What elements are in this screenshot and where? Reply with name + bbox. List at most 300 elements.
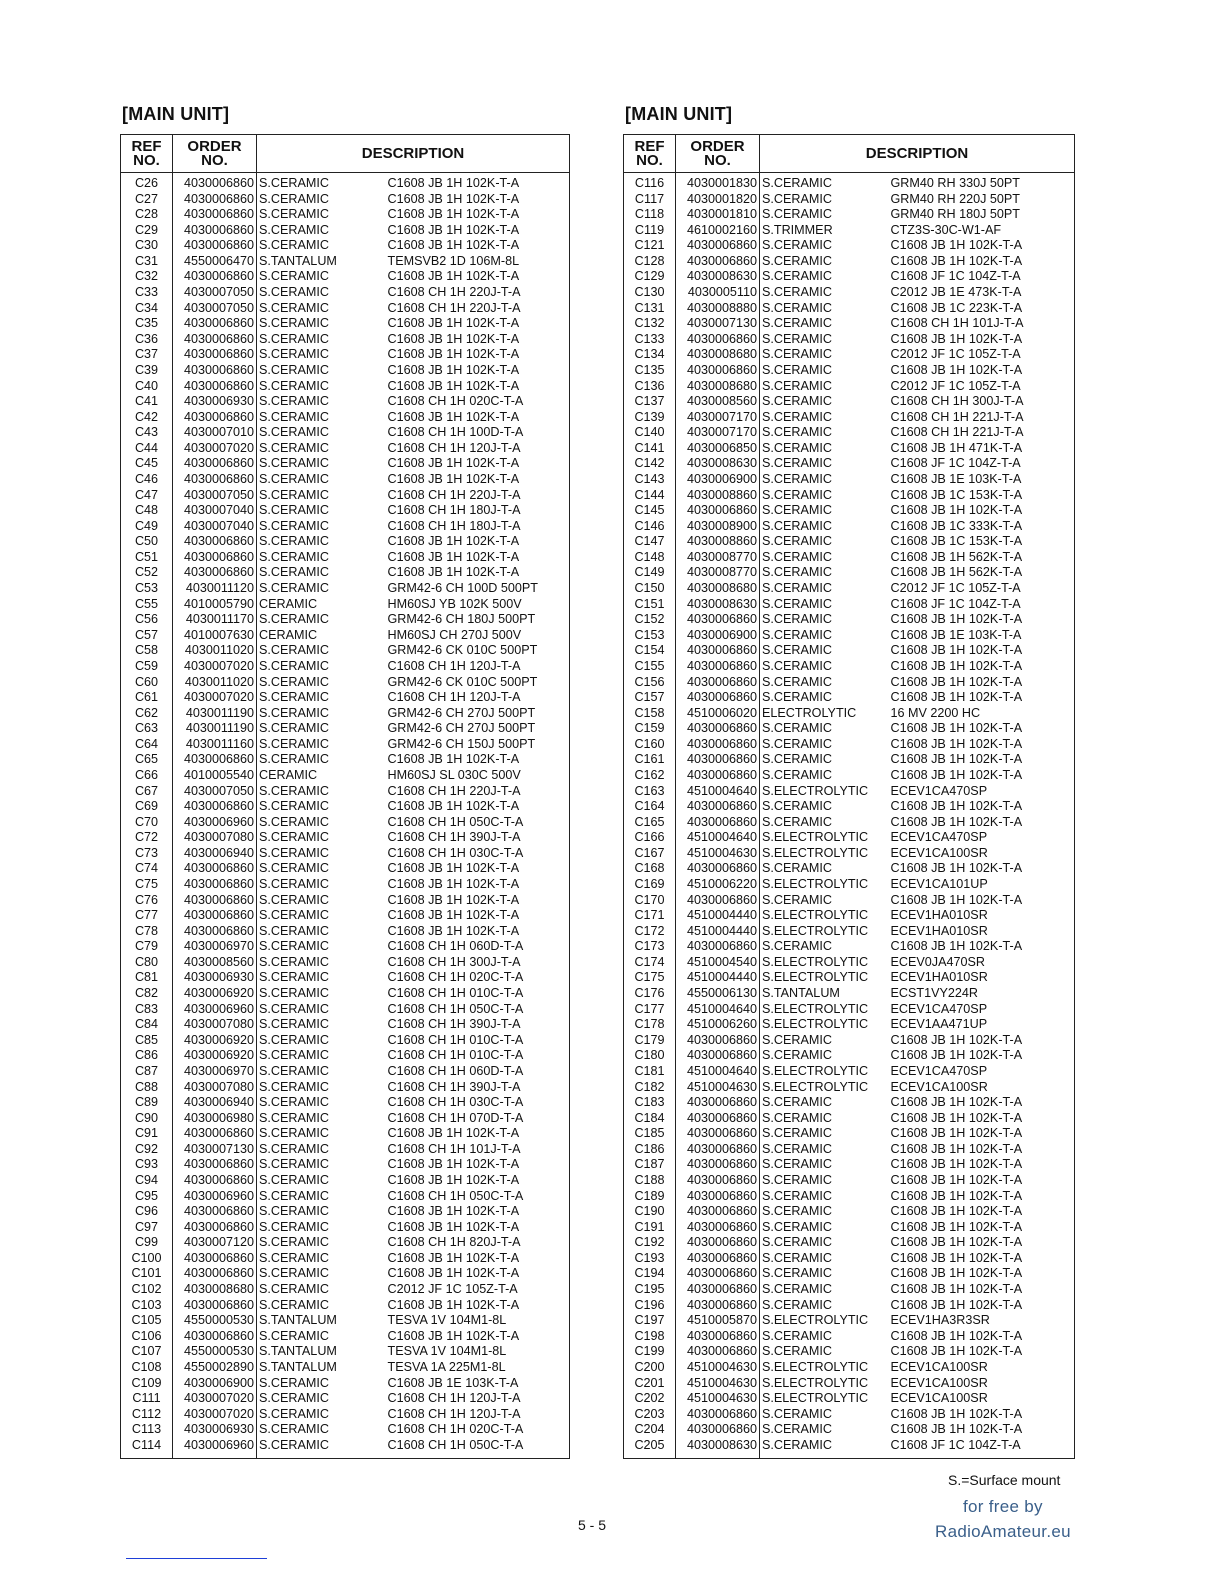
order-no-cell: 4030006860 (676, 1329, 760, 1345)
table-row (121, 675, 570, 691)
table-row (624, 1033, 1075, 1049)
table-row (624, 1017, 1075, 1033)
table-row (121, 1080, 570, 1096)
part-spec-cell: HM60SJ YB 102K 500V (387, 596, 522, 611)
order-no-cell: 4030006860 (676, 768, 760, 784)
part-spec-cell: C1608 JB 1H 102K-T-A (387, 1219, 520, 1234)
part-type-cell: S.CERAMIC (259, 285, 329, 300)
order-no-cell: 4510006220 (676, 877, 760, 893)
part-type-cell: S.CERAMIC (259, 1406, 329, 1421)
ref-no-cell: C200 (624, 1360, 676, 1376)
order-no-cell: 4030006860 (676, 1111, 760, 1127)
part-type-cell: S.CERAMIC (762, 1235, 832, 1250)
table-row (121, 1111, 570, 1127)
part-type-cell: S.CERAMIC (259, 534, 329, 549)
order-no-cell: 4030006850 (676, 441, 760, 457)
table-row (121, 425, 570, 441)
order-no-cell: 4030006860 (173, 332, 257, 348)
part-spec-cell: GRM40 RH 180J 50PT (890, 207, 1020, 222)
part-spec-cell: C1608 JB 1H 102K-T-A (890, 1157, 1023, 1172)
part-spec-cell: C1608 JB 1H 102K-T-A (387, 378, 520, 393)
part-spec-cell: C1608 CH 1H 100D-T-A (387, 425, 524, 440)
part-type-cell: S.CERAMIC (762, 331, 832, 346)
table-row (121, 877, 570, 893)
table-row (121, 659, 570, 675)
part-spec-cell: C1608 JB 1H 102K-T-A (387, 1328, 520, 1343)
order-no-cell: 4030006860 (676, 1189, 760, 1205)
part-spec-cell: C1608 JB 1H 102K-T-A (387, 877, 520, 892)
order-no-cell: 4030006860 (173, 1298, 257, 1314)
ref-no-cell: C182 (624, 1080, 676, 1096)
ref-no-cell: C34 (121, 301, 173, 317)
table-row (121, 1033, 570, 1049)
part-type-cell: S.CERAMIC (259, 658, 329, 673)
part-spec-cell: TESVA 1V 104M1-8L (387, 1313, 507, 1328)
ref-no-cell: C152 (624, 612, 676, 628)
part-type-cell: S.CERAMIC (762, 207, 832, 222)
part-type-cell: S.CERAMIC (259, 939, 329, 954)
part-type-cell: S.CERAMIC (762, 596, 832, 611)
part-spec-cell: C1608 JB 1H 102K-T-A (387, 1204, 520, 1219)
table-row (624, 332, 1075, 348)
ref-no-cell: C101 (121, 1266, 173, 1282)
part-type-cell: S.CERAMIC (259, 238, 329, 253)
ref-no-cell: C64 (121, 737, 173, 753)
part-type-cell: S.CERAMIC (259, 783, 329, 798)
ref-no-cell: C135 (624, 363, 676, 379)
ref-no-cell: C106 (121, 1329, 173, 1345)
order-no-cell: 4030006860 (173, 1173, 257, 1189)
part-type-cell: S.CERAMIC (259, 269, 329, 284)
order-no-cell: 4030006860 (676, 861, 760, 877)
part-type-cell: S.CERAMIC (762, 394, 832, 409)
table-row (624, 410, 1075, 426)
description-header: DESCRIPTION (257, 135, 570, 173)
part-type-cell: S.CERAMIC (259, 814, 329, 829)
part-type-cell: S.CERAMIC (762, 549, 832, 564)
part-spec-cell: C1608 JB 1H 102K-T-A (890, 1219, 1023, 1234)
order-no-cell: 4010005540 (173, 768, 257, 784)
table-row (121, 410, 570, 426)
table-row (624, 441, 1075, 457)
part-type-cell: S.CERAMIC (259, 487, 329, 502)
part-type-cell: S.CERAMIC (259, 799, 329, 814)
order-no-cell: 4030001820 (676, 192, 760, 208)
part-type-cell: S.CERAMIC (259, 1204, 329, 1219)
table-row (624, 1407, 1075, 1423)
order-no-cell: 4510004640 (676, 784, 760, 800)
part-type-cell: S.CERAMIC (259, 565, 329, 580)
ref-no-cell: C85 (121, 1033, 173, 1049)
part-type-cell: S.CERAMIC (762, 799, 832, 814)
ref-no-cell: C140 (624, 425, 676, 441)
part-type-cell: S.CERAMIC (762, 892, 832, 907)
part-spec-cell: C1608 JB 1H 102K-T-A (890, 1422, 1023, 1437)
table-row (121, 488, 570, 504)
part-spec-cell: C1608 JB 1H 102K-T-A (890, 752, 1023, 767)
ref-no-cell: C118 (624, 207, 676, 223)
part-spec-cell: C1608 JB 1H 562K-T-A (890, 549, 1023, 564)
ref-no-cell: C42 (121, 410, 173, 426)
order-no-cell: 4030007080 (173, 1017, 257, 1033)
ref-no-cell: C35 (121, 316, 173, 332)
part-spec-cell: C1608 JF 1C 104Z-T-A (890, 269, 1021, 284)
part-type-cell: S.CERAMIC (259, 690, 329, 705)
order-no-cell: 4030006860 (676, 1126, 760, 1142)
part-spec-cell: C1608 JB 1H 102K-T-A (890, 1344, 1023, 1359)
part-spec-cell: C1608 JB 1H 102K-T-A (387, 222, 520, 237)
table-row (624, 1344, 1075, 1360)
part-spec-cell: C1608 JB 1H 102K-T-A (890, 1250, 1023, 1265)
table-row (624, 269, 1075, 285)
part-type-cell: S.CERAMIC (259, 1079, 329, 1094)
order-no-cell: 4550006130 (676, 986, 760, 1002)
part-type-cell: S.CERAMIC (259, 705, 329, 720)
order-no-cell: 4030006860 (173, 410, 257, 426)
part-spec-cell: C1608 CH 1H 390J-T-A (387, 1017, 521, 1032)
part-spec-cell: C2012 JF 1C 105Z-T-A (890, 581, 1021, 596)
part-spec-cell: ECEV1HA3R3SR (890, 1313, 990, 1328)
table-row (624, 1438, 1075, 1459)
part-spec-cell: C1608 JB 1H 102K-T-A (890, 1297, 1023, 1312)
part-spec-cell: C1608 JB 1H 102K-T-A (890, 861, 1023, 876)
table-row (121, 815, 570, 831)
order-no-cell: 4030007020 (173, 1391, 257, 1407)
watermark-line-1: for free by (963, 1497, 1043, 1516)
order-no-cell: 4030007130 (676, 316, 760, 332)
order-no-cell: 4030006860 (173, 173, 257, 192)
order-no-cell: 4510006020 (676, 706, 760, 722)
part-type-cell: S.CERAMIC (259, 1048, 329, 1063)
ref-no-cell: C59 (121, 659, 173, 675)
table-row (121, 1438, 570, 1459)
order-no-cell: 4030006860 (173, 238, 257, 254)
table-row (121, 550, 570, 566)
order-no-cell: 4030006860 (173, 861, 257, 877)
part-spec-cell: C1608 CH 1H 010C-T-A (387, 1032, 524, 1047)
table-row (624, 1266, 1075, 1282)
table-row (624, 301, 1075, 317)
table-row (624, 1220, 1075, 1236)
order-no-cell: 4550000530 (173, 1344, 257, 1360)
ref-no-cell: C151 (624, 597, 676, 613)
table-row (121, 1017, 570, 1033)
ref-no-cell: C103 (121, 1298, 173, 1314)
part-spec-cell: ECEV1CA470SP (890, 1063, 988, 1078)
ref-no-cell: C141 (624, 441, 676, 457)
part-type-cell: S.CERAMIC (762, 1344, 832, 1359)
table-row (121, 1266, 570, 1282)
table-row (624, 1173, 1075, 1189)
order-no-cell: 4030008630 (676, 1438, 760, 1459)
part-spec-cell: C1608 JB 1H 102K-T-A (387, 908, 520, 923)
table-row (121, 332, 570, 348)
part-spec-cell: C1608 CH 1H 221J-T-A (890, 409, 1024, 424)
order-no-cell: 4030006860 (676, 332, 760, 348)
part-type-cell: S.CERAMIC (762, 1032, 832, 1047)
ref-no-cell: C180 (624, 1048, 676, 1064)
order-no-cell: 4030008860 (676, 534, 760, 550)
ref-no-cell: C82 (121, 986, 173, 1002)
part-type-cell: S.ELECTROLYTIC (762, 1359, 869, 1374)
order-no-cell: 4030006860 (676, 659, 760, 675)
part-type-cell: CERAMIC (259, 627, 318, 642)
part-spec-cell: C1608 JB 1H 102K-T-A (387, 207, 520, 222)
order-no-cell: 4510004440 (676, 924, 760, 940)
part-spec-cell: TEMSVB2 1D 106M-8L (387, 253, 520, 268)
part-spec-cell: ECEV1CA100SR (890, 1375, 988, 1390)
table-row (624, 472, 1075, 488)
part-spec-cell: C1608 CH 1H 101J-T-A (387, 1141, 521, 1156)
table-row (624, 893, 1075, 909)
table-row (121, 939, 570, 955)
table-row (121, 1173, 570, 1189)
part-spec-cell: C2012 JF 1C 105Z-T-A (890, 347, 1021, 362)
table-row (624, 347, 1075, 363)
order-no-cell: 4030008770 (676, 550, 760, 566)
table-row (121, 347, 570, 363)
table-row (121, 955, 570, 971)
part-type-cell: S.CERAMIC (762, 456, 832, 471)
part-type-cell: S.TANTALUM (259, 1344, 337, 1359)
ref-no-cell: C102 (121, 1282, 173, 1298)
ref-no-cell: C173 (624, 939, 676, 955)
part-type-cell: S.ELECTROLYTIC (762, 1079, 869, 1094)
table-row (624, 1204, 1075, 1220)
part-type-cell: S.ELECTROLYTIC (762, 1375, 869, 1390)
part-type-cell: S.CERAMIC (762, 269, 832, 284)
part-type-cell: S.CERAMIC (259, 316, 329, 331)
ref-no-cell: C145 (624, 503, 676, 519)
part-spec-cell: C1608 JB 1E 103K-T-A (890, 627, 1022, 642)
order-no-cell: 4030006860 (676, 690, 760, 706)
part-spec-cell: C1608 JB 1H 102K-T-A (387, 1297, 520, 1312)
order-no-cell: 4510004630 (676, 1391, 760, 1407)
part-spec-cell: C1608 JB 1H 102K-T-A (387, 331, 520, 346)
part-type-cell: S.CERAMIC (259, 986, 329, 1001)
ref-no-cell: C174 (624, 955, 676, 971)
part-spec-cell: C1608 JB 1H 471K-T-A (890, 440, 1023, 455)
part-type-cell: S.CERAMIC (259, 176, 329, 190)
part-type-cell: S.CERAMIC (259, 300, 329, 315)
ref-no-cell: C99 (121, 1235, 173, 1251)
order-no-cell: 4030006860 (173, 207, 257, 223)
part-spec-cell: GRM42-6 CH 100D 500PT (387, 581, 538, 596)
order-no-cell: 4030006860 (173, 924, 257, 940)
table-row (624, 846, 1075, 862)
part-spec-cell: C1608 CH 1H 120J-T-A (387, 1391, 521, 1406)
part-type-cell: S.CERAMIC (762, 440, 832, 455)
order-no-cell: 4510004640 (676, 830, 760, 846)
order-no-cell: 4030007020 (173, 1407, 257, 1423)
order-no-cell: 4030006900 (676, 628, 760, 644)
watermark-line-2: RadioAmateur.eu (935, 1522, 1071, 1541)
table-row (121, 1376, 570, 1392)
order-no-cell: 4030006960 (173, 1438, 257, 1459)
table-row (121, 1298, 570, 1314)
order-no-cell: 4030011170 (173, 612, 257, 628)
part-type-cell: S.CERAMIC (259, 970, 329, 985)
part-spec-cell: C1608 JB 1H 562K-T-A (890, 565, 1023, 580)
ref-no-cell: C144 (624, 488, 676, 504)
part-spec-cell: C1608 JB 1H 102K-T-A (890, 362, 1023, 377)
table-row (121, 628, 570, 644)
order-no-cell: 4030007040 (173, 519, 257, 535)
part-type-cell: S.CERAMIC (259, 503, 329, 518)
part-spec-cell: C1608 CH 1H 220J-T-A (387, 285, 521, 300)
ref-no-cell: C32 (121, 269, 173, 285)
ref-no-cell: C205 (624, 1438, 676, 1459)
table-row (624, 768, 1075, 784)
part-spec-cell: C1608 CH 1H 180J-T-A (387, 518, 521, 533)
part-type-cell: S.CERAMIC (259, 1282, 329, 1297)
part-spec-cell: C1608 CH 1H 070D-T-A (387, 1110, 524, 1125)
ref-no-cell: C156 (624, 675, 676, 691)
table-row (624, 1111, 1075, 1127)
order-no-cell: 4030011190 (173, 721, 257, 737)
table-row (121, 207, 570, 223)
part-spec-cell: C1608 JB 1H 102K-T-A (890, 939, 1023, 954)
order-no-cell: 4030007080 (173, 830, 257, 846)
ref-no-cell: C197 (624, 1313, 676, 1329)
order-no-cell: 4030007170 (676, 425, 760, 441)
part-spec-cell: C1608 JB 1H 102K-T-A (387, 471, 520, 486)
order-no-cell: 4030006860 (676, 1266, 760, 1282)
ref-no-cell: C105 (121, 1313, 173, 1329)
ref-no-cell: C139 (624, 410, 676, 426)
ref-no-cell: C58 (121, 643, 173, 659)
part-type-cell: S.CERAMIC (259, 1017, 329, 1032)
part-type-cell: S.CERAMIC (762, 1141, 832, 1156)
part-spec-cell: C1608 JB 1H 102K-T-A (387, 238, 520, 253)
table-row (624, 581, 1075, 597)
ref-no-cell: C117 (624, 192, 676, 208)
ref-no-cell: C178 (624, 1017, 676, 1033)
part-type-cell: S.CERAMIC (762, 1126, 832, 1141)
part-spec-cell: C1608 CH 1H 030C-T-A (387, 845, 524, 860)
table-row (121, 799, 570, 815)
part-type-cell: S.CERAMIC (762, 767, 832, 782)
right-section-title: [MAIN UNIT] (625, 104, 733, 124)
table-row (624, 1157, 1075, 1173)
order-no-cell: 4030007130 (173, 1142, 257, 1158)
ref-no-cell: C40 (121, 379, 173, 395)
ref-no-cell: C56 (121, 612, 173, 628)
ref-no-cell: C44 (121, 441, 173, 457)
ref-no-cell: C193 (624, 1251, 676, 1267)
order-no-cell: 4030001810 (676, 207, 760, 223)
ref-no-cell: C147 (624, 534, 676, 550)
ref-no-cell: C63 (121, 721, 173, 737)
part-spec-cell: C1608 CH 1H 180J-T-A (387, 503, 521, 518)
part-spec-cell: C1608 JB 1H 102K-T-A (387, 799, 520, 814)
ref-no-cell: C47 (121, 488, 173, 504)
table-row (624, 643, 1075, 659)
order-no-cell: 4030006860 (676, 752, 760, 768)
table-row (624, 1064, 1075, 1080)
table-row (121, 254, 570, 270)
order-no-cell: 4030006860 (676, 893, 760, 909)
ref-no-cell: C169 (624, 877, 676, 893)
part-spec-cell: ECEV1CA470SP (890, 830, 988, 845)
ref-no-cell: C194 (624, 1266, 676, 1282)
table-row (121, 1064, 570, 1080)
ref-no-cell: C52 (121, 565, 173, 581)
table-row (624, 1282, 1075, 1298)
table-row (624, 690, 1075, 706)
part-type-cell: S.CERAMIC (762, 1328, 832, 1343)
part-type-cell: S.CERAMIC (762, 581, 832, 596)
part-spec-cell: C1608 CH 1H 060D-T-A (387, 939, 524, 954)
part-type-cell: CERAMIC (259, 596, 318, 611)
ref-no-cell: C128 (624, 254, 676, 270)
part-type-cell: S.ELECTROLYTIC (762, 908, 869, 923)
ref-no-cell: C198 (624, 1329, 676, 1345)
table-row (624, 784, 1075, 800)
table-row (624, 1048, 1075, 1064)
ref-no-cell: C48 (121, 503, 173, 519)
part-type-cell: S.CERAMIC (259, 347, 329, 362)
ref-no-cell: C95 (121, 1189, 173, 1205)
order-no-cell: 4510004630 (676, 1080, 760, 1096)
ref-no-cell: C84 (121, 1017, 173, 1033)
table-row (121, 1313, 570, 1329)
part-spec-cell: ECEV1CA470SP (890, 1001, 988, 1016)
part-spec-cell: C1608 JB 1H 102K-T-A (387, 316, 520, 331)
order-no-cell: 4030006930 (173, 394, 257, 410)
ref-no-cell: C37 (121, 347, 173, 363)
order-no-cell: 4030011160 (173, 737, 257, 753)
order-no-cell: 4030006860 (676, 238, 760, 254)
part-type-cell: S.CERAMIC (762, 643, 832, 658)
ref-no-cell: C39 (121, 363, 173, 379)
part-type-cell: S.CERAMIC (259, 1250, 329, 1265)
ref-no-cell: C112 (121, 1407, 173, 1423)
part-type-cell: S.CERAMIC (762, 347, 832, 362)
order-no-cell: 4030006970 (173, 939, 257, 955)
order-no-cell: 4510004640 (676, 1002, 760, 1018)
table-row (121, 1282, 570, 1298)
part-type-cell: S.CERAMIC (762, 1297, 832, 1312)
part-type-cell: S.CERAMIC (259, 861, 329, 876)
part-type-cell: S.TANTALUM (259, 1359, 337, 1374)
part-type-cell: S.ELECTROLYTIC (762, 830, 869, 845)
table-row (121, 581, 570, 597)
part-type-cell: S.CERAMIC (762, 721, 832, 736)
ref-no-cell: C61 (121, 690, 173, 706)
part-type-cell: S.ELECTROLYTIC (762, 1313, 869, 1328)
part-type-cell: S.CERAMIC (762, 1406, 832, 1421)
ref-no-cell: C27 (121, 192, 173, 208)
part-spec-cell: ECEV1CA100SR (890, 1079, 988, 1094)
part-spec-cell: C1608 JB 1H 102K-T-A (890, 1266, 1023, 1281)
ref-no-cell: C96 (121, 1204, 173, 1220)
part-spec-cell: C1608 CH 1H 221J-T-A (890, 425, 1024, 440)
order-no-cell: 4030006860 (676, 363, 760, 379)
part-spec-cell: C1608 CH 1H 220J-T-A (387, 300, 521, 315)
order-no-cell: 4030006940 (173, 846, 257, 862)
part-spec-cell: C1608 CH 1H 390J-T-A (387, 830, 521, 845)
table-row (121, 970, 570, 986)
ref-no-cell: C201 (624, 1376, 676, 1392)
part-spec-cell: C2012 JF 1C 105Z-T-A (890, 378, 1021, 393)
ref-no-cell: C164 (624, 799, 676, 815)
part-type-cell: S.CERAMIC (762, 1173, 832, 1187)
part-spec-cell: C1608 JB 1H 102K-T-A (890, 1173, 1023, 1187)
order-no-cell: 4030007010 (173, 425, 257, 441)
part-spec-cell: C1608 JB 1H 102K-T-A (387, 176, 520, 190)
order-no-cell: 4030006930 (173, 970, 257, 986)
